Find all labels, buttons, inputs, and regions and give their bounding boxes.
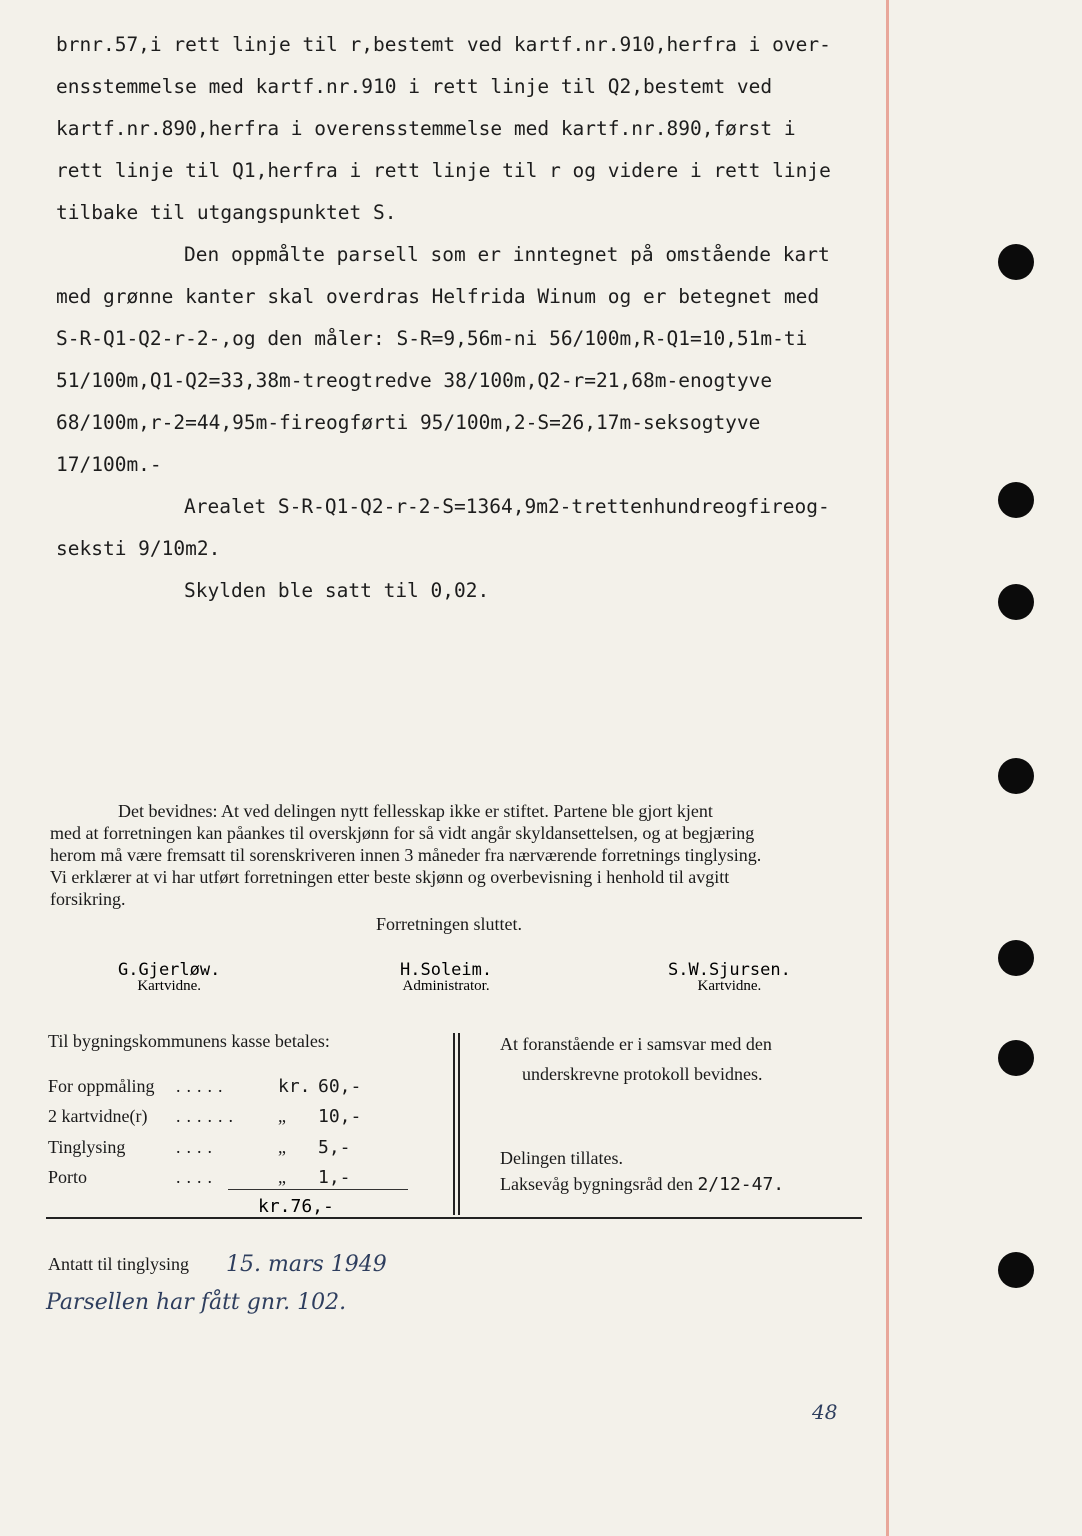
certificate-line: forsikring. [50,889,126,909]
typed-line: rett linje til Q1,herfra i rett linje til r og videre i rett linje [56,159,831,182]
signature-role: Kartvidne. [137,978,202,994]
fee-label: Tinglysing [48,1137,126,1157]
signature-name: G.Gjerløw. [118,960,221,980]
council-date: 2/12-47. [697,1174,785,1195]
typed-line: tilbake til utgangspunktet S. [56,201,397,224]
punch-hole [998,584,1034,620]
signature-name: H.Soleim. [400,960,493,980]
column-divider [453,1033,455,1215]
punch-hole [998,758,1034,794]
punch-hole [998,244,1034,280]
fee-prefix: kr. [278,1076,311,1097]
certificate-line: herom må være fremsatt til sorenskriveren innen 3 måneder fra nærværende forretnings tinglysing. [50,845,762,865]
certificate-line: Det bevidnes: At ved delingen nytt fellesskap ikke er stiftet. Partene ble gjort kjent [118,801,713,821]
signature-block [118,960,220,995]
fee-prefix: „ [278,1137,286,1157]
signature-name: S.W.Sjursen. [668,960,791,980]
fees-total: kr.76,- [258,1196,334,1217]
attest-line: underskrevne protokoll bevidnes. [522,1064,763,1084]
fee-row [48,1106,408,1136]
approval-text: Delingen tillates. [500,1148,623,1168]
fee-value: 1,- [318,1167,351,1188]
typed-line: brnr.57,i rett linje til r,bestemt ved kartf.nr.910,herfra i over- [56,33,831,56]
registration-date: 15. mars 1949 [226,1252,387,1277]
signature-role: Kartvidne. [697,978,762,994]
signature-block [400,960,492,995]
fee-leader: .... [176,1167,218,1187]
fee-row [48,1167,408,1197]
typed-description [56,24,886,612]
typed-line: 51/100m,Q1-Q2=33,38m-treogtredve 38/100m,Q2-r=21,68m-enogtyve [56,369,773,392]
punch-hole [998,940,1034,976]
typed-line: 68/100m,r-2=44,95m-fireogførti 95/100m,2-S=26,17m-seksogtyve [56,411,761,434]
council-line [500,1174,784,1195]
fee-label: For oppmåling [48,1076,155,1096]
typed-line: 17/100m.- [56,453,162,476]
fee-leader: .... [176,1137,218,1157]
punch-hole [998,1040,1034,1076]
sum-rule [228,1189,408,1190]
typed-line: Den oppmålte parsell som er inntegnet på omstående kart [184,243,830,266]
fee-prefix: „ [278,1106,286,1126]
registration-label: Antatt til tinglysing [48,1254,190,1274]
attest-line: At foranstående er i samsvar med den [500,1034,772,1054]
signature-block [668,960,791,995]
fee-label: Porto [48,1167,88,1187]
parcel-note: Parsellen har fått gnr. 102. [46,1290,347,1315]
typed-line: kartf.nr.890,herfra i overensstemmelse med kartf.nr.890,først i [56,117,796,140]
column-divider [458,1033,460,1215]
margin-rule [886,0,889,1536]
closing-statement: Forretningen sluttet. [376,914,522,934]
fee-row [48,1076,408,1106]
fee-value: 60,- [318,1076,362,1097]
signature-role: Administrator. [402,978,490,994]
fees-title: Til bygningskommunens kasse betales: [48,1031,330,1051]
typed-line: S-R-Q1-Q2-r-2-,og den måler: S-R=9,56m-ni 56/100m,R-Q1=10,51m-ti [56,327,808,350]
fee-label: 2 kartvidne(r) [48,1106,148,1126]
typed-line: Skylden ble satt til 0,02. [184,579,490,602]
fee-value: 10,- [318,1106,362,1127]
typed-line: Arealet S-R-Q1-Q2-r-2-S=1364,9m2-trettenhundreogfireog- [184,495,830,518]
fee-leader: ...... [176,1106,239,1126]
certificate-line: Vi erklærer at vi har utført forretningen etter beste skjønn og overbevisning i henhold til avgitt [50,867,730,887]
fee-leader: ..... [176,1076,229,1096]
typed-line: med grønne kanter skal overdras Helfrida Winum og er betegnet med [56,285,820,308]
certificate-line: med at forretningen kan påankes til overskjønn for så vidt angår skyldansettelsen, og at begjæring [50,823,755,843]
table-bottom-rule [46,1217,862,1219]
fee-prefix: „ [278,1167,286,1187]
page-mark: 48 [812,1400,838,1424]
certificate-text [50,800,870,910]
council-label: Laksevåg bygningsråd den [500,1174,693,1194]
fee-row [48,1137,408,1167]
typed-line: ensstemmelse med kartf.nr.910 i rett linje til Q2,bestemt ved [56,75,773,98]
punch-hole [998,482,1034,518]
punch-hole [998,1252,1034,1288]
fee-value: 5,- [318,1137,351,1158]
typed-line: seksti 9/10m2. [56,537,221,560]
